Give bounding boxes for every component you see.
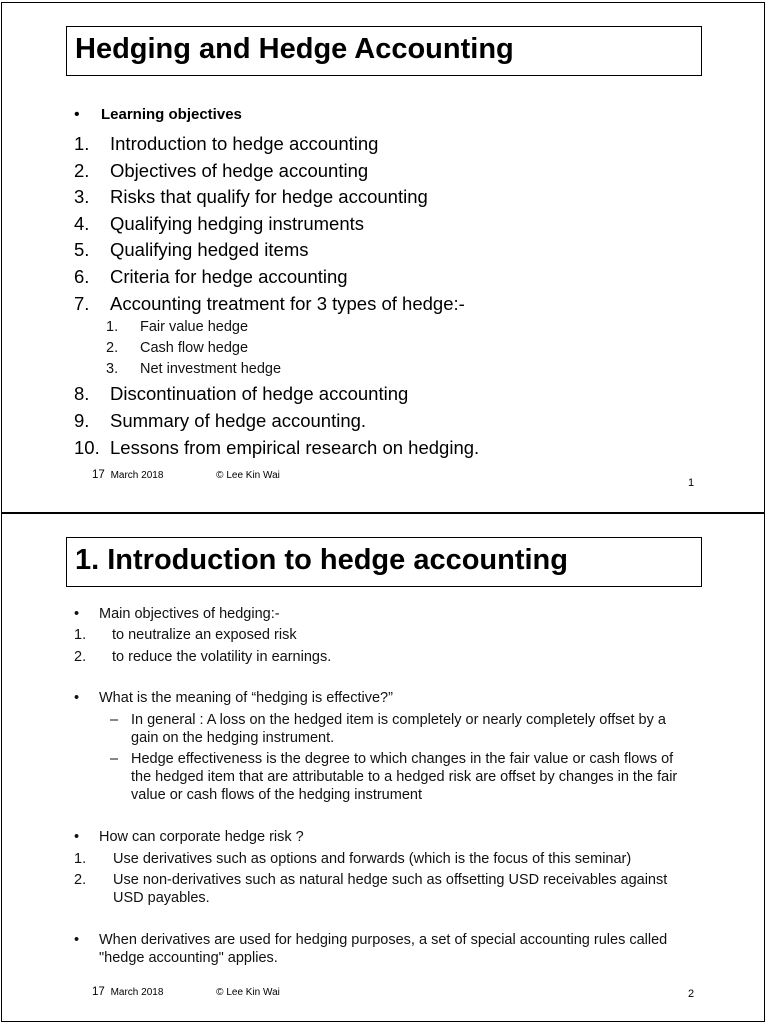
objective-text: Discontinuation of hedge accounting [110,383,409,404]
objective-text: Lessons from empirical research on hedging. [110,437,480,458]
effectiveness-question: What is the meaning of “hedging is effective?” [99,690,393,706]
bullet: • [74,690,80,706]
footer-day: 17 [92,986,105,998]
hedge-type-text: Net investment hedge [140,361,282,377]
objective-text: Qualifying hedging instruments [110,213,365,234]
list-number: 1. [74,627,87,643]
objective-number: 5. [74,239,90,260]
objective-number: 10. [74,437,100,458]
objective-number: 4. [74,213,90,234]
objective-text: Accounting treatment for 3 types of hedge:- [110,293,465,314]
footer-day: 17 [92,469,105,481]
slide-2-title-box [66,537,702,587]
hedge-type-text: Cash flow hedge [140,340,249,356]
list-number: 2. [74,872,87,888]
objective-text: Objectives of hedge accounting [110,160,369,181]
objective-number: 3. [74,186,90,207]
hedge-type-number: 2. [106,340,119,356]
hedge-type-number: 3. [106,361,119,377]
list-text: to reduce the volatility in earnings. [112,649,332,665]
dash: – [110,751,119,767]
objective-number: 8. [74,383,90,404]
objective-number: 1. [74,133,90,154]
bullet: • [74,606,80,622]
learning-objectives-heading: Learning objectives [101,106,242,123]
slide-1-title-box [66,26,702,76]
slide-1-page-number: 1 [688,477,695,489]
dash: – [110,712,119,728]
objective-number: 7. [74,293,90,314]
footer-author: © Lee Kin Wai [216,470,280,481]
objective-text: Criteria for hedge accounting [110,266,348,287]
list-text: Use derivatives such as options and forwards (which is the focus of this seminar) [113,851,632,867]
slide-2 [1,513,765,1022]
slide-1-title: Hedging and Hedge Accounting [75,33,514,65]
objective-text: Summary of hedge accounting. [110,410,367,431]
slide-2-footer [92,986,280,998]
objective-text: Qualifying hedged items [110,239,309,260]
bullet: • [74,932,80,948]
footer-month-year: March 2018 [110,470,164,481]
objective-text: Risks that qualify for hedge accounting [110,186,428,207]
effectiveness-definition-text: Hedge effectiveness is the degree to which changes in the fair value or cash flows of the hedged item that are attributable to a hedged risk are offset by changes in the fair value or cash flows of the hedging instrument [131,751,678,803]
bullet: • [74,829,80,845]
list-number: 1. [74,851,87,867]
slide-1-footer [92,469,280,481]
hedging-objectives-heading: Main objectives of hedging:- [99,606,280,622]
hedge-accounting-note: When derivatives are used for hedging purposes, a set of special accounting rules called "hedge accounting" applies. [99,932,668,966]
effectiveness-general-text: In general : A loss on the hedged item is completely or nearly completely offset by a gain on the hedging instrument. [131,712,666,746]
slide-2-page-number: 2 [688,988,695,1000]
slide-1 [1,2,765,513]
learning-objectives-bullet: • [74,106,80,123]
slide-2-title: 1. Introduction to hedge accounting [75,544,568,576]
hedge-risk-question: How can corporate hedge risk ? [99,829,304,845]
footer-author: © Lee Kin Wai [216,987,280,998]
hedge-type-number: 1. [106,319,119,335]
footer-month-year: March 2018 [110,987,164,998]
hedge-type-text: Fair value hedge [140,319,249,335]
objective-text: Introduction to hedge accounting [110,133,379,154]
list-text: to neutralize an exposed risk [112,627,297,643]
objective-number: 9. [74,410,90,431]
list-text: Use non-derivatives such as natural hedge such as offsetting USD receivables against USD payables. [113,872,668,906]
list-number: 2. [74,649,87,665]
objective-number: 2. [74,160,90,181]
objective-number: 6. [74,266,90,287]
